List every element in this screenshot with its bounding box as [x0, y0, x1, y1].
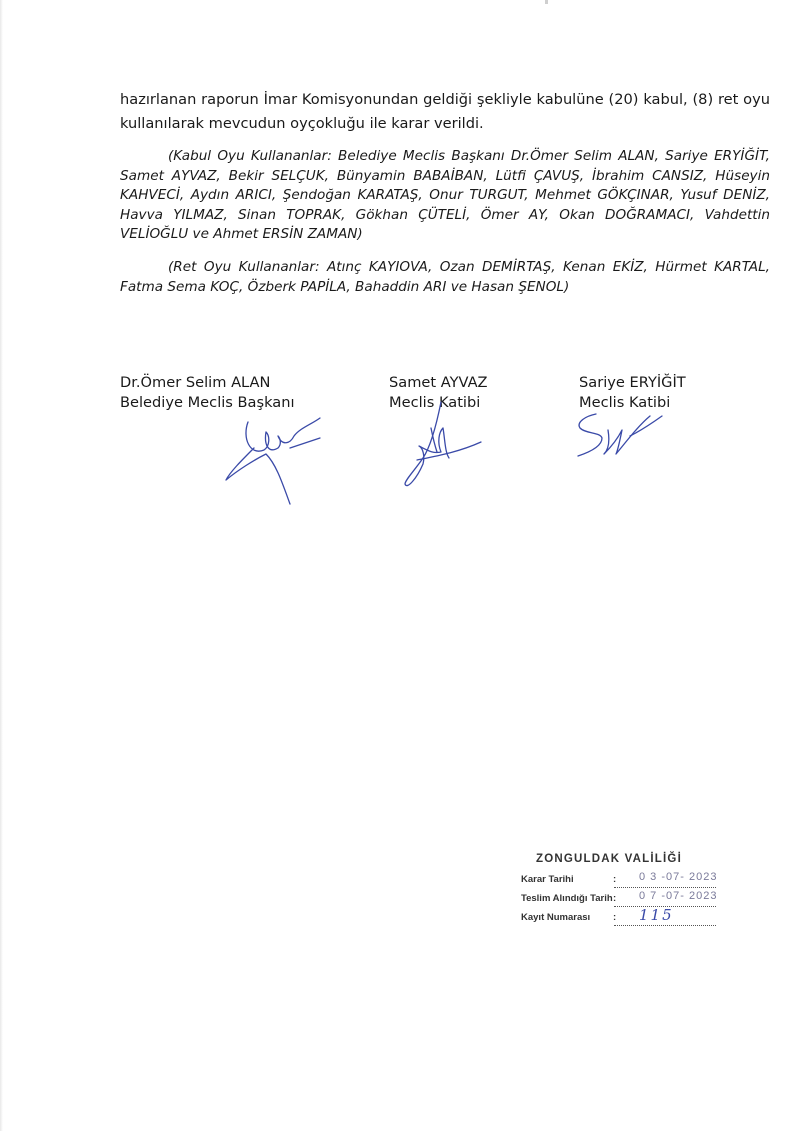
- stamp-row-decision-date: Karar Tarihi : 0 3 -07- 2023: [521, 874, 716, 890]
- chairman-signature-icon: [220, 408, 330, 508]
- clerk2-signature-icon: [572, 410, 672, 460]
- scan-mark: [545, 0, 548, 4]
- signatory-clerk-2: [579, 373, 686, 413]
- signatory-title: Meclis Katibi: [389, 394, 481, 411]
- stamp-label: Kayıt Numarası: [521, 912, 591, 923]
- signatory-title: Belediye Meclis Başkanı: [120, 394, 295, 411]
- signatory-name: Dr.Ömer Selim ALAN: [120, 374, 271, 391]
- signatory-title: Meclis Katibi: [579, 394, 671, 411]
- no-voters-paragraph: (Ret Oyu Kullananlar: Atınç KAYIOVA, Ozan DEMİRTAŞ, Kenan EKİZ, Hürmet KARTAL, Fatma Sema KOÇ, Özberk PAPİLA, Bahaddin ARI ve Hasan ŞENOL): [120, 259, 770, 295]
- stamp-title: ZONGULDAK VALİLİĞİ: [536, 853, 682, 865]
- stamp-label: Karar Tarihi: [521, 874, 574, 885]
- scan-edge: [0, 0, 3, 1131]
- yes-voters-paragraph: (Kabul Oyu Kullananlar: Belediye Meclis Başkanı Dr.Ömer Selim ALAN, Sariye ERYİĞİT, Samet AYVAZ, Bekir SELÇUK, Bünyamin BABAİBAN, Lütfi ÇAVUŞ, İbrahim CANSIZ, Hüseyin KAHVECİ, Aydın ARICI, Şendoğan KARATAŞ, Onur TURGUT, Mehmet GÖKÇINAR, Yusuf DENİZ, Havva YILMAZ, Sinan TOPRAK, Gökhan ÇÜTELİ, Ömer AY, Okan DOĞRAMACI, Vahdettin VELİOĞLU ve Ahmet ERSİN ZAMAN): [120, 148, 770, 242]
- stamp-value: 0 7 -07- 2023: [639, 890, 718, 902]
- stamp-row-registry-number: Kayıt Numarası : 115: [521, 912, 716, 928]
- decision-paragraph: hazırlanan raporun İmar Komisyonundan geldiği şekliyle kabulüne (20) kabul, (8) ret oyu kullanılarak mevcudun oyçokluğu ile karar verildi.: [120, 91, 770, 132]
- stamp-value: 0 3 -07- 2023: [639, 871, 718, 883]
- stamp-value: 115: [639, 906, 674, 924]
- stamp-row-received-date: Teslim Alındığı Tarih : 0 7 -07- 2023: [521, 893, 716, 909]
- clerk1-signature-icon: [397, 398, 487, 490]
- governorship-stamp: [519, 853, 719, 933]
- signatory-name: Sariye ERYİĞİT: [579, 374, 686, 391]
- stamp-label: Teslim Alındığı Tarih: [521, 893, 613, 904]
- signatory-name: Samet AYVAZ: [389, 374, 488, 391]
- signatory-chairman: [120, 373, 295, 413]
